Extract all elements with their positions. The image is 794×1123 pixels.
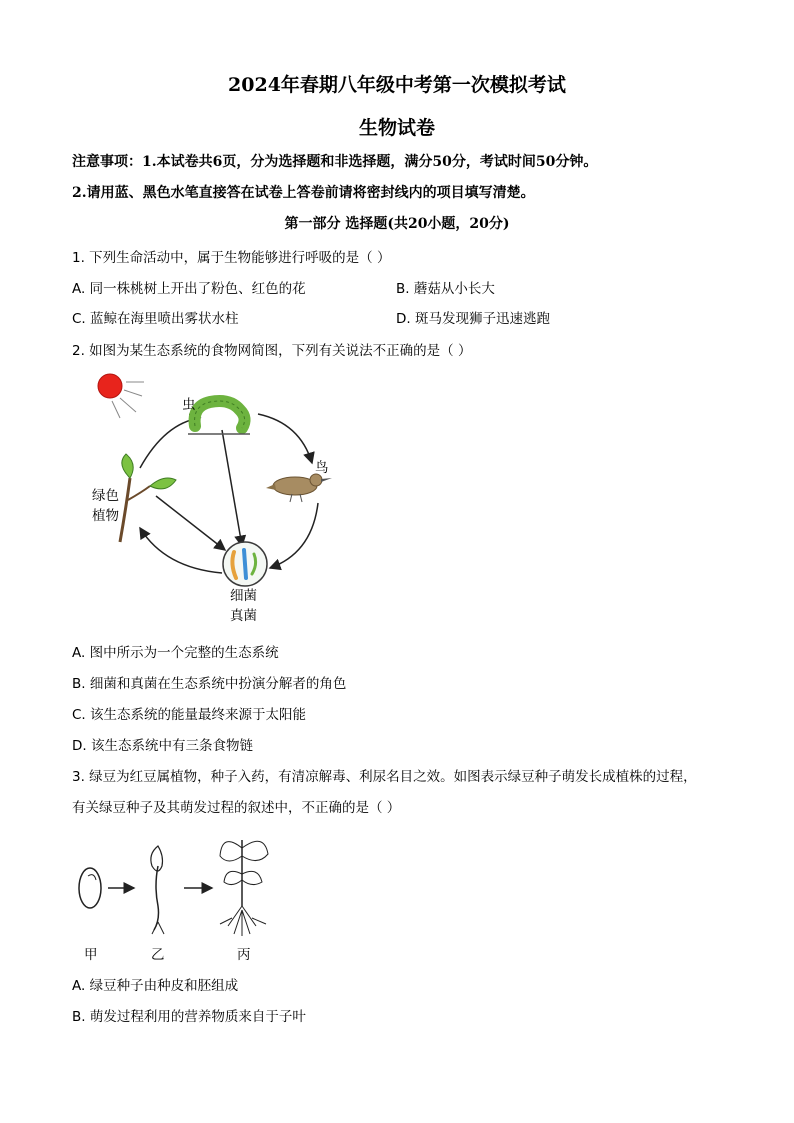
food-web-figure bbox=[80, 368, 360, 630]
arrow-plant-to-microbe bbox=[156, 496, 225, 550]
q3-stem-line-2: 有关绿豆种子及其萌发过程的叙述中，不正确的是（ ） bbox=[72, 800, 401, 816]
q2-option-d: D. 该生态系统中有三条食物链 bbox=[72, 738, 253, 754]
sun-icon bbox=[98, 374, 144, 418]
caterpillar-icon bbox=[188, 401, 250, 434]
q1-option-d: D. 斑马发现狮子迅速逃跑 bbox=[396, 311, 550, 327]
seed-germination-figure bbox=[72, 826, 292, 941]
q2-option-a: A. 图中所示为一个完整的生态系统 bbox=[72, 645, 279, 661]
label-bird: 鸟 bbox=[315, 460, 329, 476]
q1-option-c: C. 蓝鲸在海里喷出雾状水柱 bbox=[72, 311, 239, 327]
microbe-icon bbox=[223, 542, 267, 586]
q2-stem: 2. 如图为某生态系统的食物网简图，下列有关说法不正确的是（ ） bbox=[72, 343, 472, 359]
notice-line-1: 注意事项：1.本试卷共6页，分为选择题和非选择题，满分50分，考试时间50分钟。 bbox=[72, 154, 598, 170]
label-plant-line-2: 植物 bbox=[92, 508, 119, 524]
q3-option-b: B. 萌发过程利用的营养物质来自于子叶 bbox=[72, 1009, 306, 1025]
q3-stem-line-1: 3. 绿豆为红豆属植物，种子入药，有清凉解毒、利尿名目之效。如图表示绿豆种子萌发长成植株的过程， bbox=[72, 769, 697, 785]
label-decomposer-line-2: 真菌 bbox=[230, 608, 257, 624]
arrow-insect-to-bird bbox=[258, 414, 312, 463]
bird-icon bbox=[266, 474, 332, 502]
arrow-insect-to-microbe bbox=[222, 430, 242, 546]
exam-subtitle: 生物试卷 bbox=[358, 117, 435, 139]
q2-option-c: C. 该生态系统的能量最终来源于太阳能 bbox=[72, 707, 307, 723]
arrow-microbe-to-plant bbox=[140, 528, 222, 573]
section-title: 第一部分 选择题(共20小题，20分) bbox=[284, 216, 510, 232]
exam-title: 2024年春期八年级中考第一次模拟考试 bbox=[228, 74, 566, 96]
seed-icon bbox=[79, 868, 101, 908]
label-stage-b: 乙 bbox=[151, 947, 165, 963]
q1-stem: 1. 下列生命活动中，属于生物能够进行呼吸的是（ ） bbox=[72, 250, 391, 266]
label-plant-line-1: 绿色 bbox=[92, 488, 119, 504]
label-decomposer-line-1: 细菌 bbox=[230, 588, 257, 604]
q3-option-a: A. 绿豆种子由种皮和胚组成 bbox=[72, 978, 239, 994]
q1-option-a: A. 同一株桃树上开出了粉色、红色的花 bbox=[72, 281, 306, 297]
arrow-bird-to-microbe bbox=[270, 503, 318, 568]
seedling-icon bbox=[220, 840, 268, 936]
plant-icon bbox=[120, 454, 176, 542]
label-insect: 虫 bbox=[182, 397, 196, 413]
q2-option-b: B. 细菌和真菌在生态系统中扮演分解者的角色 bbox=[72, 676, 347, 692]
notice-line-2: 2.请用蓝、黑色水笔直接答在试卷上答卷前请将密封线内的项目填写清楚。 bbox=[72, 185, 535, 201]
label-stage-c: 丙 bbox=[237, 947, 251, 963]
label-stage-a: 甲 bbox=[84, 947, 98, 963]
sprout-icon bbox=[151, 846, 164, 934]
q1-option-b: B. 蘑菇从小长大 bbox=[396, 281, 495, 297]
